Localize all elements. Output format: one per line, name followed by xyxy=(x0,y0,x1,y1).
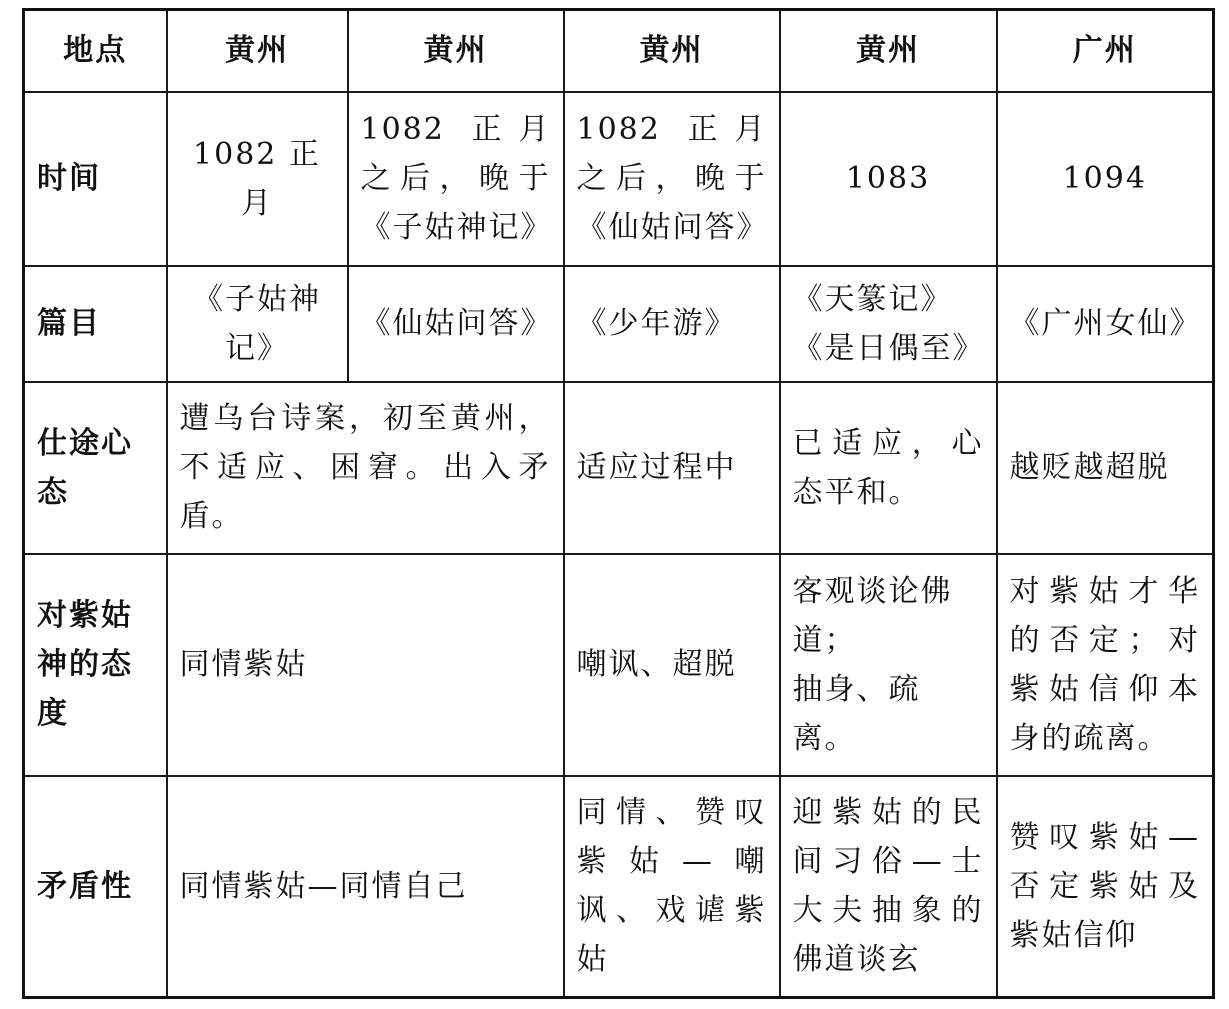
cell-time-1: 1082 正月 xyxy=(167,92,348,266)
table-row-career xyxy=(24,382,1214,554)
cell-contradiction-5: 赞叹紫姑—否定紫姑及紫姑信仰 xyxy=(997,776,1214,998)
cell-contradiction-4: 迎紫姑的民间习俗—士大夫抽象的佛道谈玄 xyxy=(780,776,997,998)
cell-title-3: 《少年游》 xyxy=(564,266,780,382)
row-label-career: 仕途心态 xyxy=(24,382,167,554)
cell-attitude-12: 同情紫姑 xyxy=(167,554,564,776)
header-col4: 黄州 xyxy=(780,10,997,92)
table-row-contradiction xyxy=(24,776,1214,998)
title-4-line2: 《是日偶至》 xyxy=(792,330,985,366)
cell-career-12: 遭乌台诗案，初至黄州，不适应、困窘。出入矛盾。 xyxy=(167,382,564,554)
header-col2: 黄州 xyxy=(348,10,564,92)
cell-time-3: 1082 正月之后，晚于《仙姑问答》 xyxy=(564,92,780,266)
header-col3: 黄州 xyxy=(564,10,780,92)
comparison-table xyxy=(22,8,1215,999)
cell-title-2: 《仙姑问答》 xyxy=(348,266,564,382)
cell-title-1: 《子姑神记》 xyxy=(167,266,348,382)
table-row-attitude xyxy=(24,554,1214,776)
cell-contradiction-12: 同情紫姑—同情自己 xyxy=(167,776,564,998)
header-col5: 广州 xyxy=(997,10,1214,92)
cell-attitude-4 xyxy=(780,554,997,776)
attitude-4-line1: 客观谈论佛道； xyxy=(792,573,953,658)
row-label-title: 篇目 xyxy=(24,266,167,382)
row-label-contradiction: 矛盾性 xyxy=(24,776,167,998)
header-location: 地点 xyxy=(24,10,167,92)
cell-time-2: 1082 正月之后，晚于《子姑神记》 xyxy=(348,92,564,266)
cell-time-5: 1094 xyxy=(997,92,1214,266)
header-row xyxy=(24,10,1214,92)
table-row-time xyxy=(24,92,1214,266)
attitude-4-line2: 抽身、疏离。 xyxy=(792,671,921,756)
table-row-title xyxy=(24,266,1214,382)
row-label-time: 时间 xyxy=(24,92,167,266)
cell-time-4: 1083 xyxy=(780,92,997,266)
cell-attitude-3: 嘲讽、超脱 xyxy=(564,554,780,776)
cell-career-3: 适应过程中 xyxy=(564,382,780,554)
cell-title-4 xyxy=(780,266,997,382)
row-label-attitude: 对紫姑神的态度 xyxy=(24,554,167,776)
cell-career-5: 越贬越超脱 xyxy=(997,382,1214,554)
cell-career-4: 已适应，心态平和。 xyxy=(780,382,997,554)
cell-contradiction-3: 同情、赞叹紫姑—嘲讽、戏谑紫姑 xyxy=(564,776,780,998)
cell-title-5: 《广州女仙》 xyxy=(997,266,1214,382)
title-4-line1: 《天篆记》 xyxy=(792,281,953,317)
cell-attitude-5: 对紫姑才华的否定；对紫姑信仰本身的疏离。 xyxy=(997,554,1214,776)
header-col1: 黄州 xyxy=(167,10,348,92)
